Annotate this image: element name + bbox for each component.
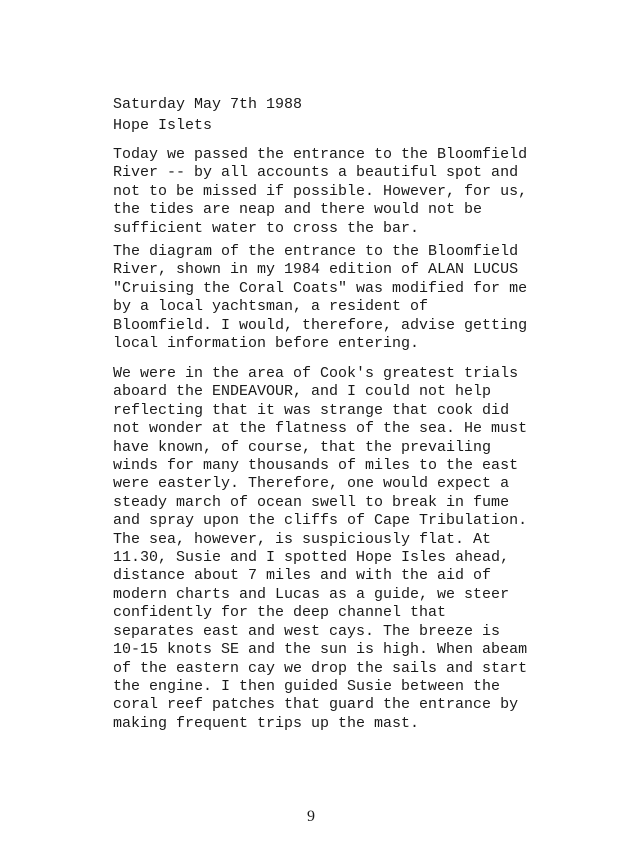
text-line: not to be missed if possible. However, for us,: [113, 182, 528, 200]
text-line: River -- by all accounts a beautiful spot and: [113, 164, 519, 182]
text-line: aboard the ENDEAVOUR, and I could not help: [113, 383, 492, 401]
text-line: coral reef patches that guard the entrance by: [113, 696, 519, 714]
text-line: were easterly. Therefore, one would expect a: [113, 475, 510, 493]
text-line: We were in the area of Cook's greatest trials: [113, 365, 519, 382]
text-line: The sea, however, is suspiciously flat. At: [113, 530, 492, 548]
entry-date: Saturday May 7th 1988: [113, 96, 303, 113]
text-line: the tides are neap and there would not be: [113, 201, 483, 219]
text-line: confidently for the deep channel that: [113, 604, 447, 622]
text-line: not wonder at the flatness of the sea. He must: [113, 420, 528, 438]
text-line: have known, of course, that the prevailing: [113, 438, 492, 456]
text-line: steady march of ocean swell to break in fume: [113, 493, 510, 511]
text-line: the engine. I then guided Susie between the: [113, 677, 501, 695]
text-line: The diagram of the entrance to the Bloomfield: [113, 243, 519, 260]
text-line: winds for many thousands of miles to the east: [113, 457, 519, 475]
text-line: Bloomfield. I would, therefore, advise getting: [113, 316, 528, 334]
text-line: distance about 7 miles and with the aid of: [113, 567, 492, 585]
text-line: "Cruising the Coral Coats" was modified for me: [113, 279, 528, 297]
entry-location: Hope Islets: [113, 117, 213, 134]
text-line: and spray upon the cliffs of Cape Tribulation.: [113, 512, 528, 530]
text-line: modern charts and Lucas as a guide, we steer: [113, 585, 510, 603]
text-line: of the eastern cay we drop the sails and start: [113, 659, 528, 677]
text-line: Today we passed the entrance to the Bloomfield: [113, 146, 528, 163]
entry-header: [113, 94, 302, 136]
text-line: by a local yachtsman, a resident of: [113, 298, 429, 316]
text-line: sufficient water to cross the bar.: [113, 219, 420, 237]
text-line: separates east and west cays. The breeze is: [113, 622, 501, 640]
text-line: local information before entering.: [113, 335, 420, 353]
paragraph-diagram-note: [113, 243, 573, 353]
text-line: 11.30, Susie and I spotted Hope Isles ahead,: [113, 549, 510, 567]
text-line: River, shown in my 1984 edition of ALAN LUCUS: [113, 261, 519, 279]
paragraph-bloomfield-entrance: [113, 146, 573, 238]
page-number: 9: [307, 808, 315, 825]
paragraph-cook-trials: [113, 365, 573, 733]
text-line: 10-15 knots SE and the sun is high. When abeam: [113, 641, 528, 659]
text-line: making frequent trips up the mast.: [113, 714, 420, 732]
text-line: reflecting that it was strange that cook did: [113, 401, 510, 419]
